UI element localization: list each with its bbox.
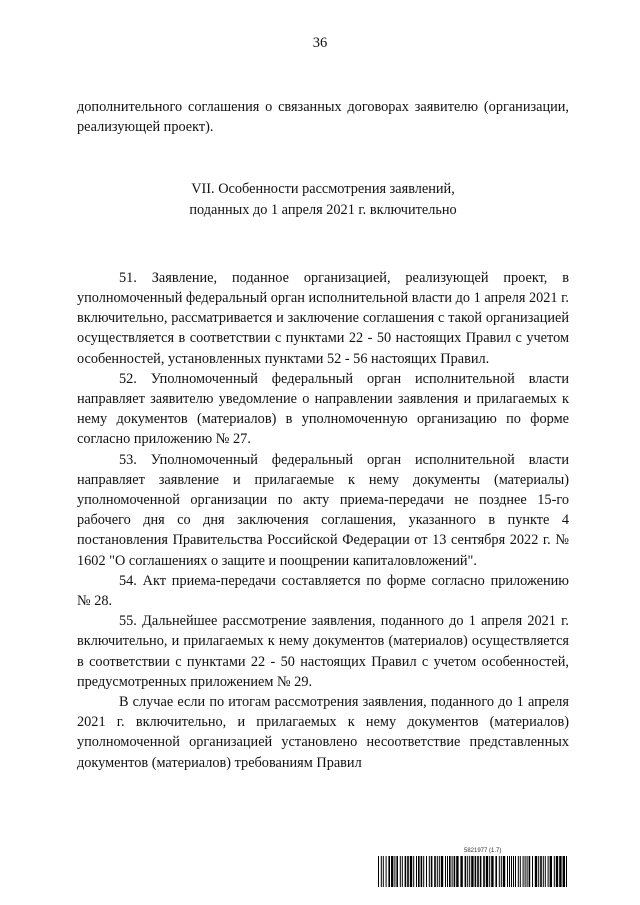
page-number: 36 bbox=[312, 35, 328, 51]
paragraph-55: 55. Дальнейшее рассмотрение заявления, поданного до 1 апреля 2021 г. включительно, и прилагаемых к нему документов (материалов) осуществляется в соответствии с пунктами 22 - 50 настоящих Правил с учетом особенностей, предусмотренных приложением № 29. bbox=[77, 613, 569, 690]
intro-paragraph: дополнительного соглашения о связанных договорах заявителю (организации, реализующей проект). bbox=[77, 99, 569, 136]
document-body bbox=[77, 97, 569, 773]
paragraph-55-continuation: В случае если по итогам рассмотрения заявления, поданного до 1 апреля 2021 г. включительно, и прилагаемых к нему документов (материалов) уполномоченной организацией установлено несоответствие представленных документов (материалов) требованиям Правил bbox=[77, 694, 569, 771]
barcode-image bbox=[378, 856, 569, 887]
section-heading bbox=[77, 179, 569, 219]
paragraph-53: 53. Уполномоченный федеральный орган исполнительной власти направляет заявление и прилагаемые к нему документы (материалы) уполномоченной организации по акту приема-передачи не позднее 15-го рабочего дня со дня заключения соглашения, указанного в пункте 4 постановления Правительства Российской Федерации от 13 сентября 2022 г. № 1602 "О соглашениях о защите и поощрении капиталовложений". bbox=[77, 451, 569, 569]
section-title-line-2: поданных до 1 апреля 2021 г. включительно bbox=[189, 201, 457, 218]
paragraph-51: 51. Заявление, поданное организацией, реализующей проект, в уполномоченный федеральный орган исполнительной власти до 1 апреля 2021 г. включительно, рассматривается и заключение соглашения с такой организацией осуществляется в соответствии с пунктами 22 - 50 настоящих Правил с учетом особенностей, установленных пунктами 52 - 56 настоящих Правил. bbox=[77, 269, 569, 367]
paragraph-52: 52. Уполномоченный федеральный орган исполнительной власти направляет заявителю уведомление о направлении заявления и прилагаемых к нему документов (материалов) в уполномоченную организацию по форме согласно приложению № 27. bbox=[77, 370, 569, 448]
document-code: 5821977 (1.7) bbox=[464, 848, 502, 854]
section-title-line-1: VII. Особенности рассмотрения заявлений, bbox=[191, 181, 455, 198]
paragraph-54: 54. Акт приема-передачи составляется по форме согласно приложению № 28. bbox=[77, 572, 569, 610]
